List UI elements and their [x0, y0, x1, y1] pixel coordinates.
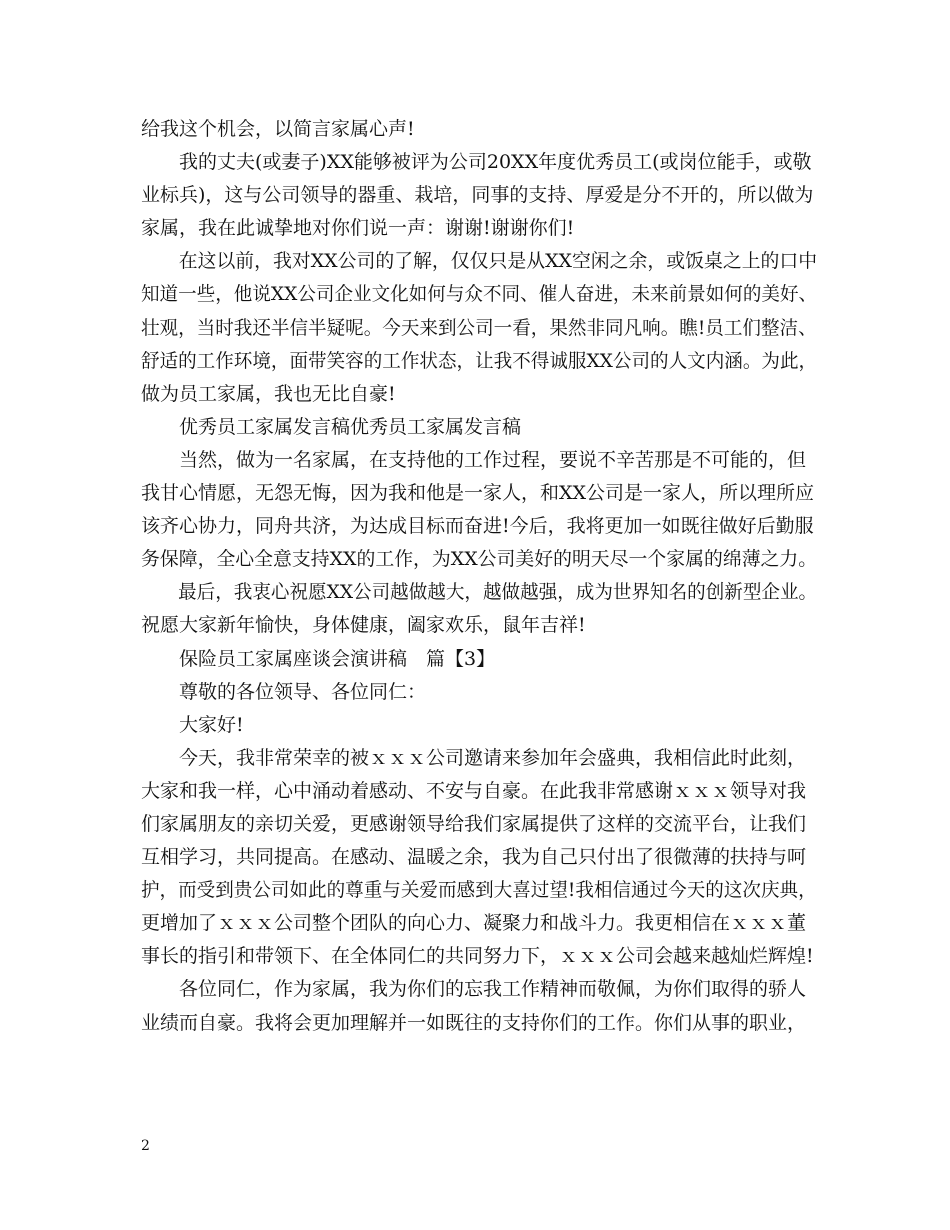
- text-line: 业绩而自豪。我将会更加理解并一如既往的支持你们的工作。你们从事的职业，: [141, 1011, 807, 1034]
- text-line: 给我这个机会，以简言家属心声!: [141, 118, 415, 140]
- page-number: 2: [141, 1138, 150, 1154]
- text-line: 们家属朋友的亲切关爱，更感谢领导给我们家属提供了这样的交流平台，让我们: [141, 812, 807, 835]
- text-line: 舒适的工作环境，面带笑容的工作状态，让我不得诚服XX公司的人文内涵。为此，: [141, 349, 818, 372]
- text-line: 我甘心情愿，无怨无悔，因为我和他是一家人，和XX公司是一家人，所以理所应: [141, 482, 815, 505]
- text-line: 今天，我非常荣幸的被ｘｘｘ公司邀请来参加年会盛典，我相信此时此刻，: [179, 746, 807, 769]
- document-body: [141, 113, 817, 1040]
- text-line: 最后，我衷心祝愿XX公司越做越大，越做越强，成为世界知名的创新型企业。: [178, 581, 818, 604]
- text-line: 业标兵)，这与公司领导的器重、栽培，同事的支持、厚爱是分不开的，所以做为: [141, 184, 814, 207]
- text-line: 更增加了ｘｘｘ公司整个团队的向心力、凝聚力和战斗力。我更相信在ｘｘｘ董: [141, 912, 807, 935]
- text-line: 各位同仁，作为家属，我为你们的忘我工作精神而敬佩，为你们取得的骄人: [179, 978, 807, 1001]
- text-line: 祝愿大家新年愉快，身体健康，阖家欢乐，鼠年吉祥!: [141, 614, 586, 637]
- text-line: 优秀员工家属发言稿优秀员工家属发言稿: [179, 415, 522, 438]
- text-line: 知道一些，他说XX公司企业文化如何与众不同、催人奋进，未来前景如何的美好、: [141, 283, 818, 306]
- text-line: 大家和我一样，心中涌动着感动、不安与自豪。在此我非常感谢ｘｘｘ领导对我: [141, 779, 807, 802]
- text-line: 事长的指引和带领下、在全体同仁的共同努力下，ｘｘｘ公司会越来越灿烂辉煌!: [141, 945, 814, 968]
- text-line: 壮观，当时我还半信半疑呢。今天来到公司一看，果然非同凡响。瞧!员工们整洁、: [141, 316, 817, 339]
- text-line: 大家好!: [179, 713, 244, 736]
- text-line: 家属，我在此诚挚地对你们说一声：谢谢!谢谢你们!: [141, 217, 575, 240]
- text-line: 我的丈夫(或妻子)XX能够被评为公司20XX年度优秀员工(或岗位能手，或敬: [179, 151, 812, 174]
- text-line: 互相学习，共同提高。在感动、温暖之余，我为自己只付出了很微薄的扶持与呵: [141, 846, 807, 869]
- text-line: 在这以前，我对XX公司的了解，仅仅只是从XX空闲之余，或饭桌之上的口中: [178, 250, 818, 273]
- text-line: 当然，做为一名家属，在支持他的工作过程，要说不辛苦那是不可能的，但: [179, 448, 807, 471]
- text-line: 尊敬的各位领导、各位同仁：: [179, 680, 427, 703]
- text-line: 该齐心协力，同舟共济，为达成目标而奋进!今后，我将更加一如既往做好后勤服: [141, 515, 814, 538]
- text-line: 做为员工家属，我也无比自豪!: [141, 382, 396, 405]
- text-line: 保险员工家属座谈会演讲稿 篇【3】: [179, 647, 496, 670]
- text-line: 务保障，全心全意支持XX的工作，为XX公司美好的明天尽一个家属的绵薄之力。: [141, 548, 818, 571]
- text-line: 护，而受到贵公司如此的尊重与关爱而感到大喜过望!我相信通过今天的这次庆典，: [141, 879, 817, 902]
